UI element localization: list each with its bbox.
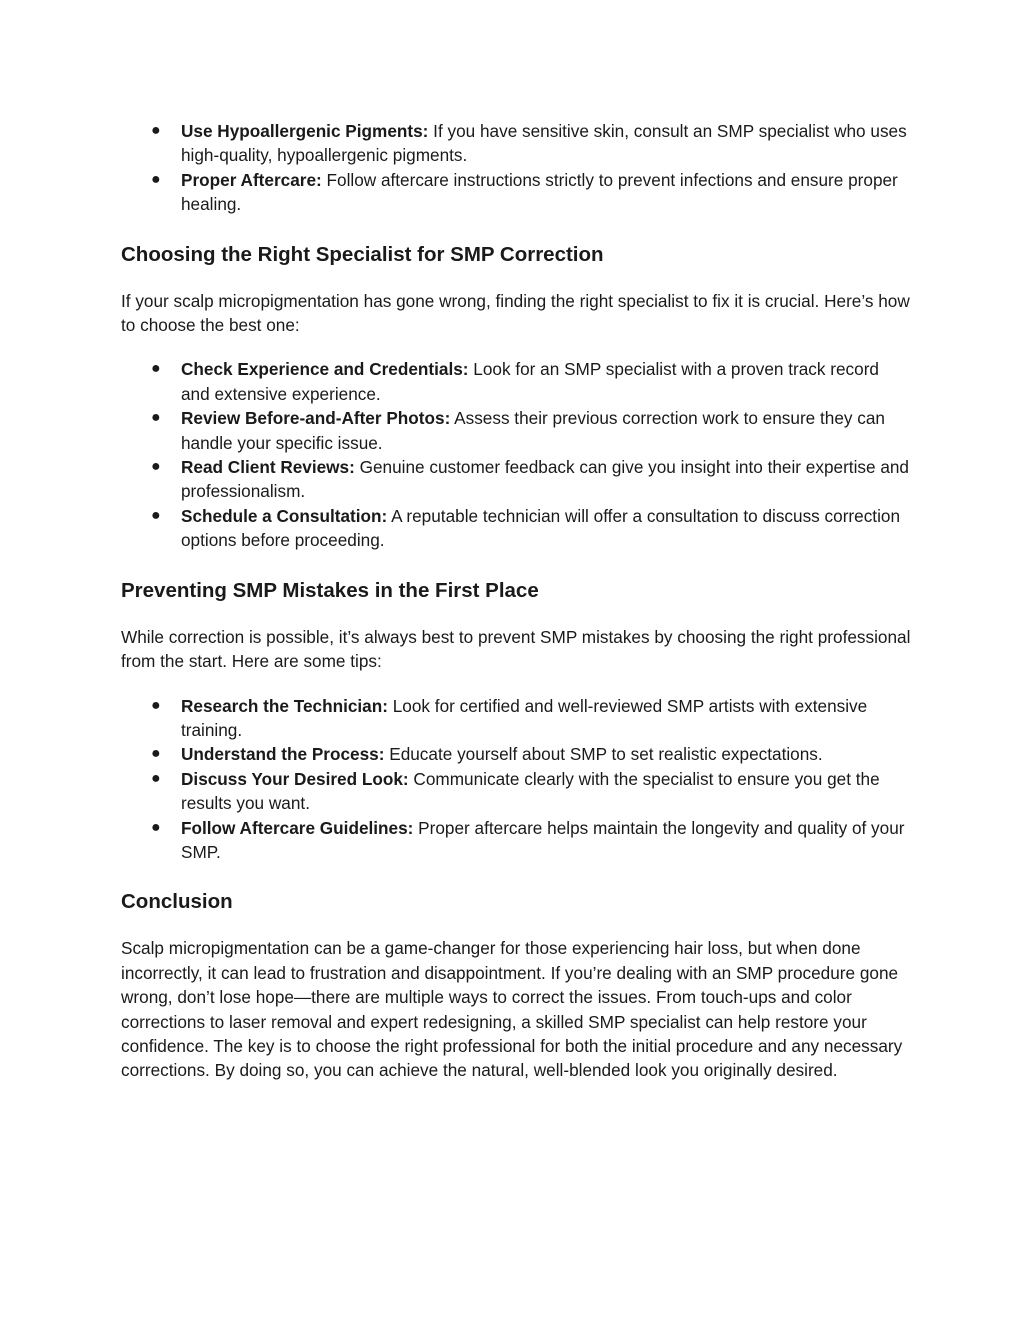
list-item-term: Research the Technician: <box>181 695 388 716</box>
specialist-bullet-list <box>121 357 911 552</box>
list-item <box>121 504 911 553</box>
list-item-text: Follow aftercare instructions strictly to prevent infections and ensure proper healing. <box>181 169 898 215</box>
list-item-term: Proper Aftercare: <box>181 169 322 190</box>
list-item-text: Proper aftercare helps maintain the longevity and quality of your SMP. <box>181 817 905 862</box>
list-item-text: Communicate clearly with the specialist to ensure you get the results you want. <box>181 768 880 814</box>
section-intro-specialist: If your scalp micropigmentation has gone wrong, finding the right specialist to fix it is crucial. Here’s how to choose the best one: <box>121 290 910 336</box>
list-item-term: Review Before-and-After Photos: <box>181 408 451 429</box>
section-intro-preventing: While correction is possible, it’s always best to prevent SMP mistakes by choosing the right professional from the start. Here are some tips: <box>121 626 911 672</box>
bullet-icon: ● <box>151 360 161 378</box>
list-item-term: Discuss Your Desired Look: <box>181 768 409 789</box>
bullet-icon: ● <box>151 170 161 188</box>
list-item <box>121 119 911 168</box>
list-item-text: Look for certified and well-reviewed SMP artists with extensive training. <box>181 695 868 740</box>
list-item-term: Check Experience and Credentials: <box>181 359 469 380</box>
bullet-icon: ● <box>151 769 161 787</box>
list-item-term: Use Hypoallergenic Pigments: <box>181 121 429 141</box>
list-item-text: If you have sensitive skin, consult an SMP specialist who uses high-quality, hypoallergenic pigments. <box>181 121 907 166</box>
section-heading-specialist: Choosing the Right Specialist for SMP Correction <box>121 242 604 266</box>
section-heading-conclusion: Conclusion <box>121 890 233 914</box>
section-heading-preventing: Preventing SMP Mistakes in the First Place <box>121 578 539 602</box>
list-item-term: Understand the Process: <box>181 744 385 765</box>
document-page <box>121 119 911 1083</box>
list-item-term: Schedule a Consultation: <box>181 505 388 526</box>
list-item-text: A reputable technician will offer a consultation to discuss correction options before proceeding. <box>181 505 901 551</box>
bullet-icon: ● <box>151 818 161 836</box>
bullet-icon: ● <box>151 122 161 139</box>
bullet-icon: ● <box>151 696 161 714</box>
list-item <box>121 694 911 743</box>
list-item-text: Genuine customer feedback can give you insight into their expertise and professionalism. <box>181 457 909 502</box>
list-item <box>121 742 911 766</box>
list-item <box>121 767 911 816</box>
list-item-text: Educate yourself about SMP to set realistic expectations. <box>384 744 823 765</box>
list-item-text: Assess their previous correction work to ensure they can handle your specific issue. <box>181 408 885 453</box>
list-item-term: Follow Aftercare Guidelines: <box>181 817 414 838</box>
list-item <box>121 357 911 406</box>
list-item-text: Look for an SMP specialist with a proven track record and extensive experience. <box>181 359 879 404</box>
preventing-bullet-list <box>121 694 911 865</box>
list-item <box>121 816 911 865</box>
list-item <box>121 455 911 504</box>
bullet-icon: ● <box>151 458 161 476</box>
bullet-icon: ● <box>151 409 161 427</box>
list-item <box>121 168 911 217</box>
bullet-icon: ● <box>151 745 161 763</box>
list-item <box>121 406 911 455</box>
bullet-icon: ● <box>151 506 161 524</box>
conclusion-paragraph: Scalp micropigmentation can be a game-changer for those experiencing hair loss, but when done incorrectly, it can lead to frustration and disappointment. If you’re dealing with an SMP procedure gone wrong, don’t lose hope—there are multiple ways to correct the issues. From touch-ups and color corrections to laser removal and expert redesigning, a skilled SMP specialist can help restore your confidence. The key is to choose the right professional for both the initial procedure and any necessary corrections. By doing so, you can achieve the natural, well-blended look you originally desired. <box>121 938 903 1081</box>
list-item-term: Read Client Reviews: <box>181 457 355 478</box>
top-bullet-list <box>121 119 911 217</box>
